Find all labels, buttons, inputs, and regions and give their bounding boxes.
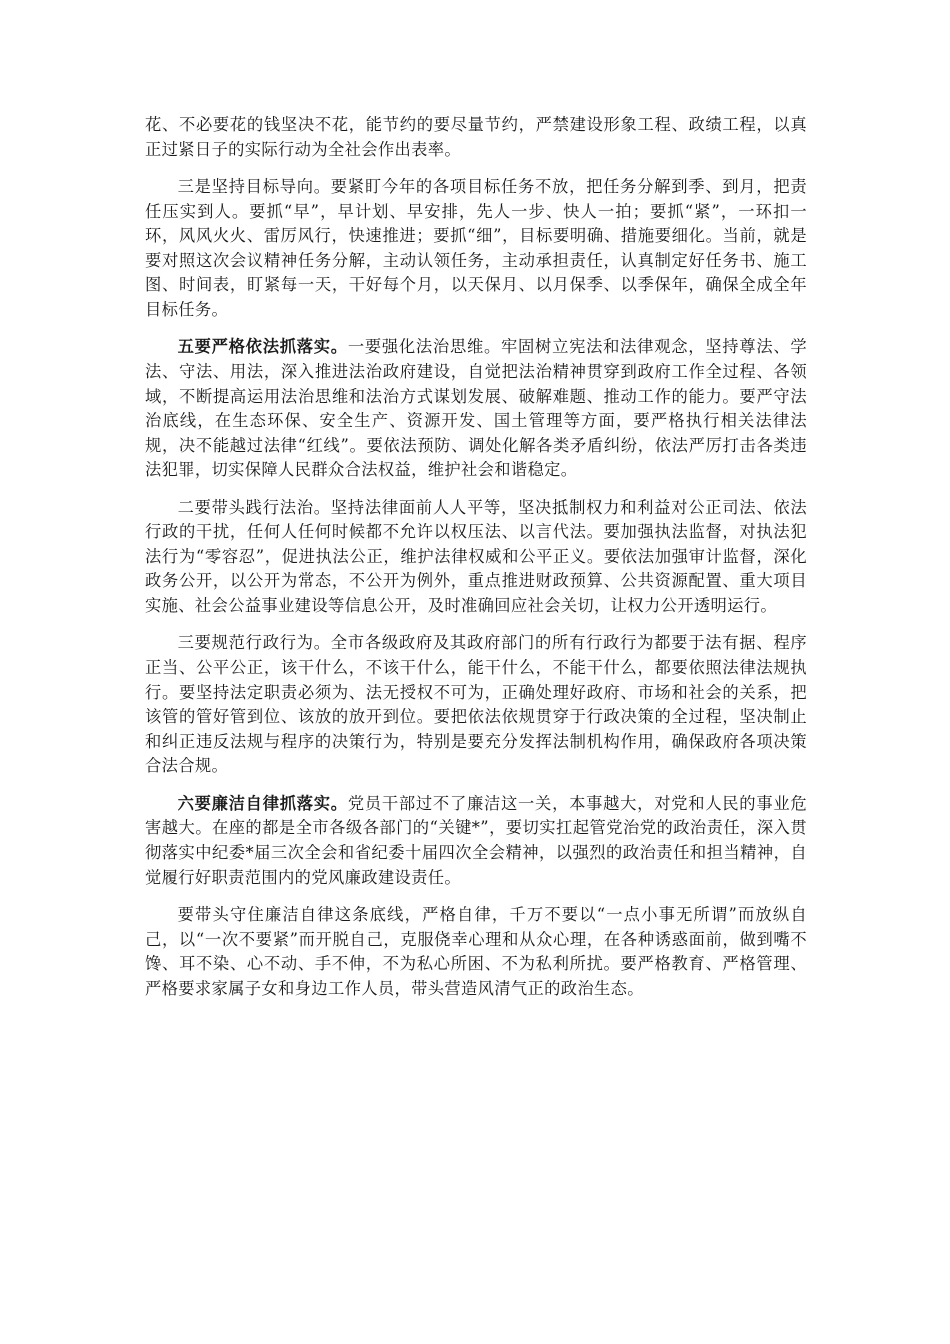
section-heading: 五要严格依法抓落实。 xyxy=(177,337,348,357)
document-page xyxy=(145,113,807,1014)
paragraph-text: 二要带头践行法治。坚持法律面前人人平等，坚决抵制权力和利益对公正司法、依法行政的干扰，任何人任何时候都不允许以权压法、以言代法。要加强执法监督，对执法犯法行为“零容忍”，促进执法公正，维护法律权威和公平正义。要依法加强审计监督，深化政务公开，以公开为常态，不公开为例外，重点推进财政预算、公共资源配置、重大项目实施、社会公益事业建设等信息公开，及时准确回应社会关切，让权力公开透明运行。 xyxy=(145,497,807,616)
paragraph-continuation xyxy=(145,113,807,162)
paragraph-text: 三要规范行政行为。全市各级政府及其政府部门的所有行政行为都要于法有据、程序正当、公平公正，该干什么，不该干什么，能干什么，不能干什么，都要依照法律法规执行。要坚持法定职责必须为、法无授权不可为，正确处理好政府、市场和社会的关系，把该管的管好管到位、该放的放开到位。要把依法依规贯穿于行政决策的全过程，坚决制止和纠正违反法规与程序的决策行为，特别是要充分发挥法制机构作用，确保政府各项决策合法合规。 xyxy=(145,633,807,776)
paragraph-text: 三是坚持目标导向。要紧盯今年的各项目标任务不放，把任务分解到季、到月，把责任压实到人。要抓“早”，早计划、早安排，先人一步、快人一拍；要抓“紧”，一环扣一环，风风火火、雷厉风行，快速推进；要抓“细”，目标要明确、措施要细化。当前，就是要对照这次会议精神任务分解，主动认领任务，主动承担责任，认真制定好任务书、施工图、时间表，盯紧每一天，干好每个月，以天保月、以月保季、以季保年，确保全成全年目标任务。 xyxy=(145,176,807,319)
paragraph-practice-law xyxy=(145,496,807,619)
paragraph-administrative-conduct xyxy=(145,631,807,779)
paragraph-rule-of-law xyxy=(145,335,807,483)
paragraph-integrity xyxy=(145,792,807,890)
paragraph-text: 党员干部过不了廉洁这一关，本事越大，对党和人民的事业危害越大。在座的都是全市各级各部门的“关键*”，要切实扛起管党治党的政治责任，深入贯彻落实中纪委*届三次全会和省纪委十届四次全会精神，以强烈的政治责任和担当精神，自觉履行好职责范围内的党风廉政建设责任。 xyxy=(145,793,807,887)
paragraph-text: 花、不必要花的钱坚决不花，能节约的要尽量节约，严禁建设形象工程、政绩工程，以真正过紧日子的实际行动为全社会作出表率。 xyxy=(145,115,807,159)
paragraph-goal-orientation xyxy=(145,175,807,323)
section-heading: 六要廉洁自律抓落实。 xyxy=(177,793,348,813)
paragraph-self-discipline xyxy=(145,903,807,1001)
paragraph-text: 要带头守住廉洁自律这条底线，严格自律，千万不要以“一点小事无所谓”而放纵自己，以“一次不要紧”而开脱自己，克服侥幸心理和从众心理，在各种诱惑面前，做到嘴不馋、耳不染、心不动、手不伸，不为私心所困、不为私利所扰。要严格教育、严格管理、严格要求家属子女和身边工作人员，带头营造风清气正的政治生态。 xyxy=(145,905,807,998)
paragraph-text: 一要强化法治思维。牢固树立宪法和法律观念，坚持尊法、学法、守法、用法，深入推进法治政府建设，自觉把法治精神贯穿到政府工作全过程、各领域，不断提高运用法治思维和法治方式谋划发展、破解难题、推动工作的能力。要严守法治底线，在生态环保、安全生产、资源开发、国土管理等方面，要严格执行相关法律法规，决不能越过法律“红线”。要依法预防、调处化解各类矛盾纠纷，依法严厉打击各类违法犯罪，切实保障人民群众合法权益，维护社会和谐稳定。 xyxy=(145,337,807,480)
